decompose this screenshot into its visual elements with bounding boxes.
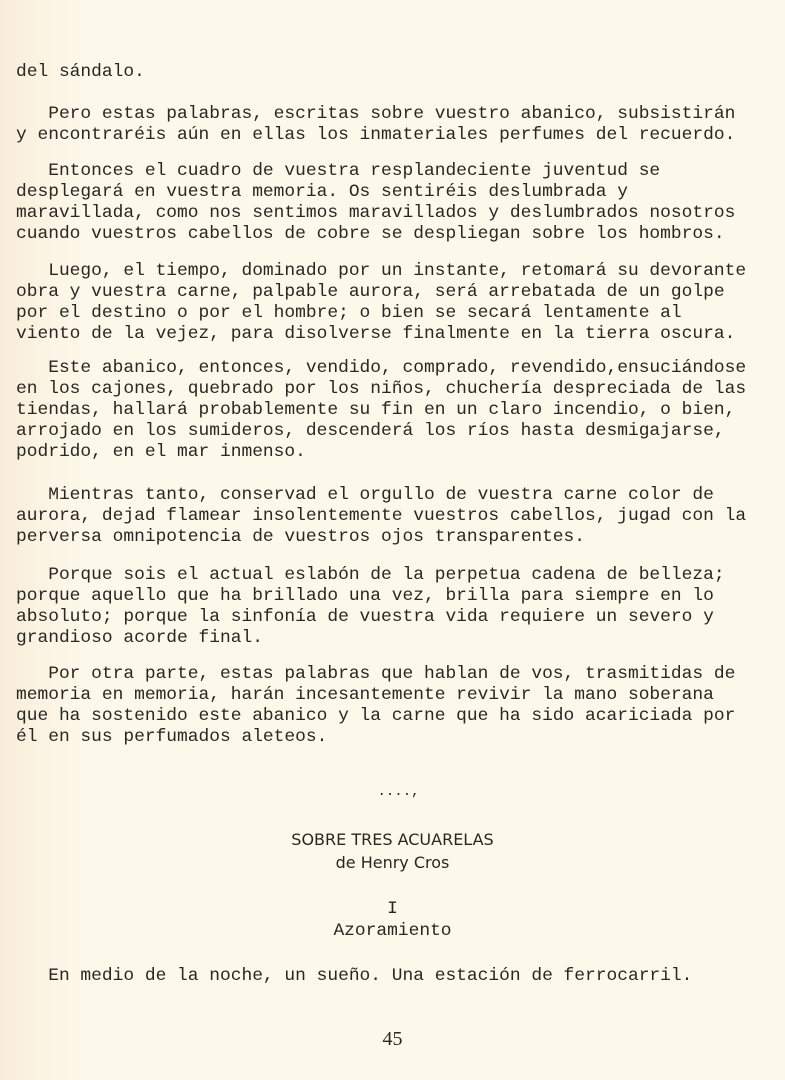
paragraph-5 [16, 485, 780, 548]
section-separator: ...., [377, 784, 420, 800]
text-line: En medio de la noche, un sueño. Una estación de ferrocarril. [16, 966, 693, 986]
text-line: y encontraréis aún en ellas los inmateriales perfumes del recuerdo. [16, 125, 736, 145]
page-number: 45 [382, 1028, 403, 1050]
text-line: Pero estas palabras, escritas sobre vuestro abanico, subsistirán [16, 104, 736, 124]
section-subtitle: de Henry Cros [335, 853, 450, 872]
text-line: Mientras tanto, conservad el orgullo de vuestra carne color de [16, 485, 714, 505]
text-line: porque aquello que ha brillado una vez, brilla para siempre en lo [16, 586, 714, 606]
text-line: en los cajones, quebrado por los niños, chuchería despreciada de las [16, 379, 747, 399]
paragraph-1 [16, 104, 780, 146]
text-line: perversa omnipotencia de vuestros ojos transparentes. [16, 527, 586, 547]
text-line: maravillada, como nos sentimos maravillados y deslumbrados nosotros [16, 203, 736, 223]
part-number: I [387, 899, 398, 919]
text-line: él en sus perfumados aleteos. [16, 727, 328, 747]
section-title: SOBRE TRES ACUARELAS [291, 830, 494, 849]
text-line: Entonces el cuadro de vuestra resplandeciente juventud se [16, 161, 661, 181]
text-line: Por otra parte, estas palabras que hablan de vos, trasmitidas de [16, 664, 736, 684]
paragraph-2 [16, 161, 780, 245]
text-line: grandioso acorde final. [16, 628, 263, 648]
paragraph-7 [16, 664, 780, 748]
text-line: Porque sois el actual eslabón de la perpetua cadena de belleza; [16, 565, 725, 585]
text-line: viento de la vejez, para disolverse finalmente en la tierra oscura. [16, 324, 736, 344]
text-line: cuando vuestros cabellos de cobre se despliegan sobre los hombros. [16, 224, 725, 244]
text-line: absoluto; porque la sinfonía de vuestra vida requiere un severo y [16, 607, 714, 627]
text-line: por el destino o por el hombre; o bien se secará lentamente al [16, 303, 682, 323]
text-line: memoria en memoria, harán incesantemente revivir la mano soberana [16, 685, 714, 705]
text-line: desplegará en vuestra memoria. Os sentiréis deslumbrada y [16, 182, 628, 202]
paragraph-6 [16, 565, 780, 649]
paragraph-continuation [16, 62, 780, 83]
text-line: aurora, dejad flamear insolentemente vuestros cabellos, jugad con la [16, 506, 747, 526]
paragraph-3 [16, 261, 780, 345]
text-line: tiendas, hallará probablemente su fin en un claro incendio, o bien, [16, 400, 736, 420]
text-line: obra y vuestra carne, palpable aurora, será arrebatada de un golpe [16, 282, 725, 302]
text-line: Luego, el tiempo, dominado por un instante, retomará su devorante [16, 261, 747, 281]
text-line: del sándalo. [16, 62, 145, 82]
text-line: arrojado en los sumideros, descenderá los ríos hasta desmigajarse, [16, 421, 725, 441]
text-line: podrido, en el mar inmenso. [16, 442, 306, 462]
final-paragraph [16, 966, 780, 987]
paragraph-4 [16, 358, 780, 463]
part-title: Azoramiento [333, 921, 452, 941]
text-line: que ha sostenido este abanico y la carne que ha sido acariciada por [16, 706, 736, 726]
text-line: Este abanico, entonces, vendido, comprado, revendido,ensuciándose [16, 358, 747, 378]
